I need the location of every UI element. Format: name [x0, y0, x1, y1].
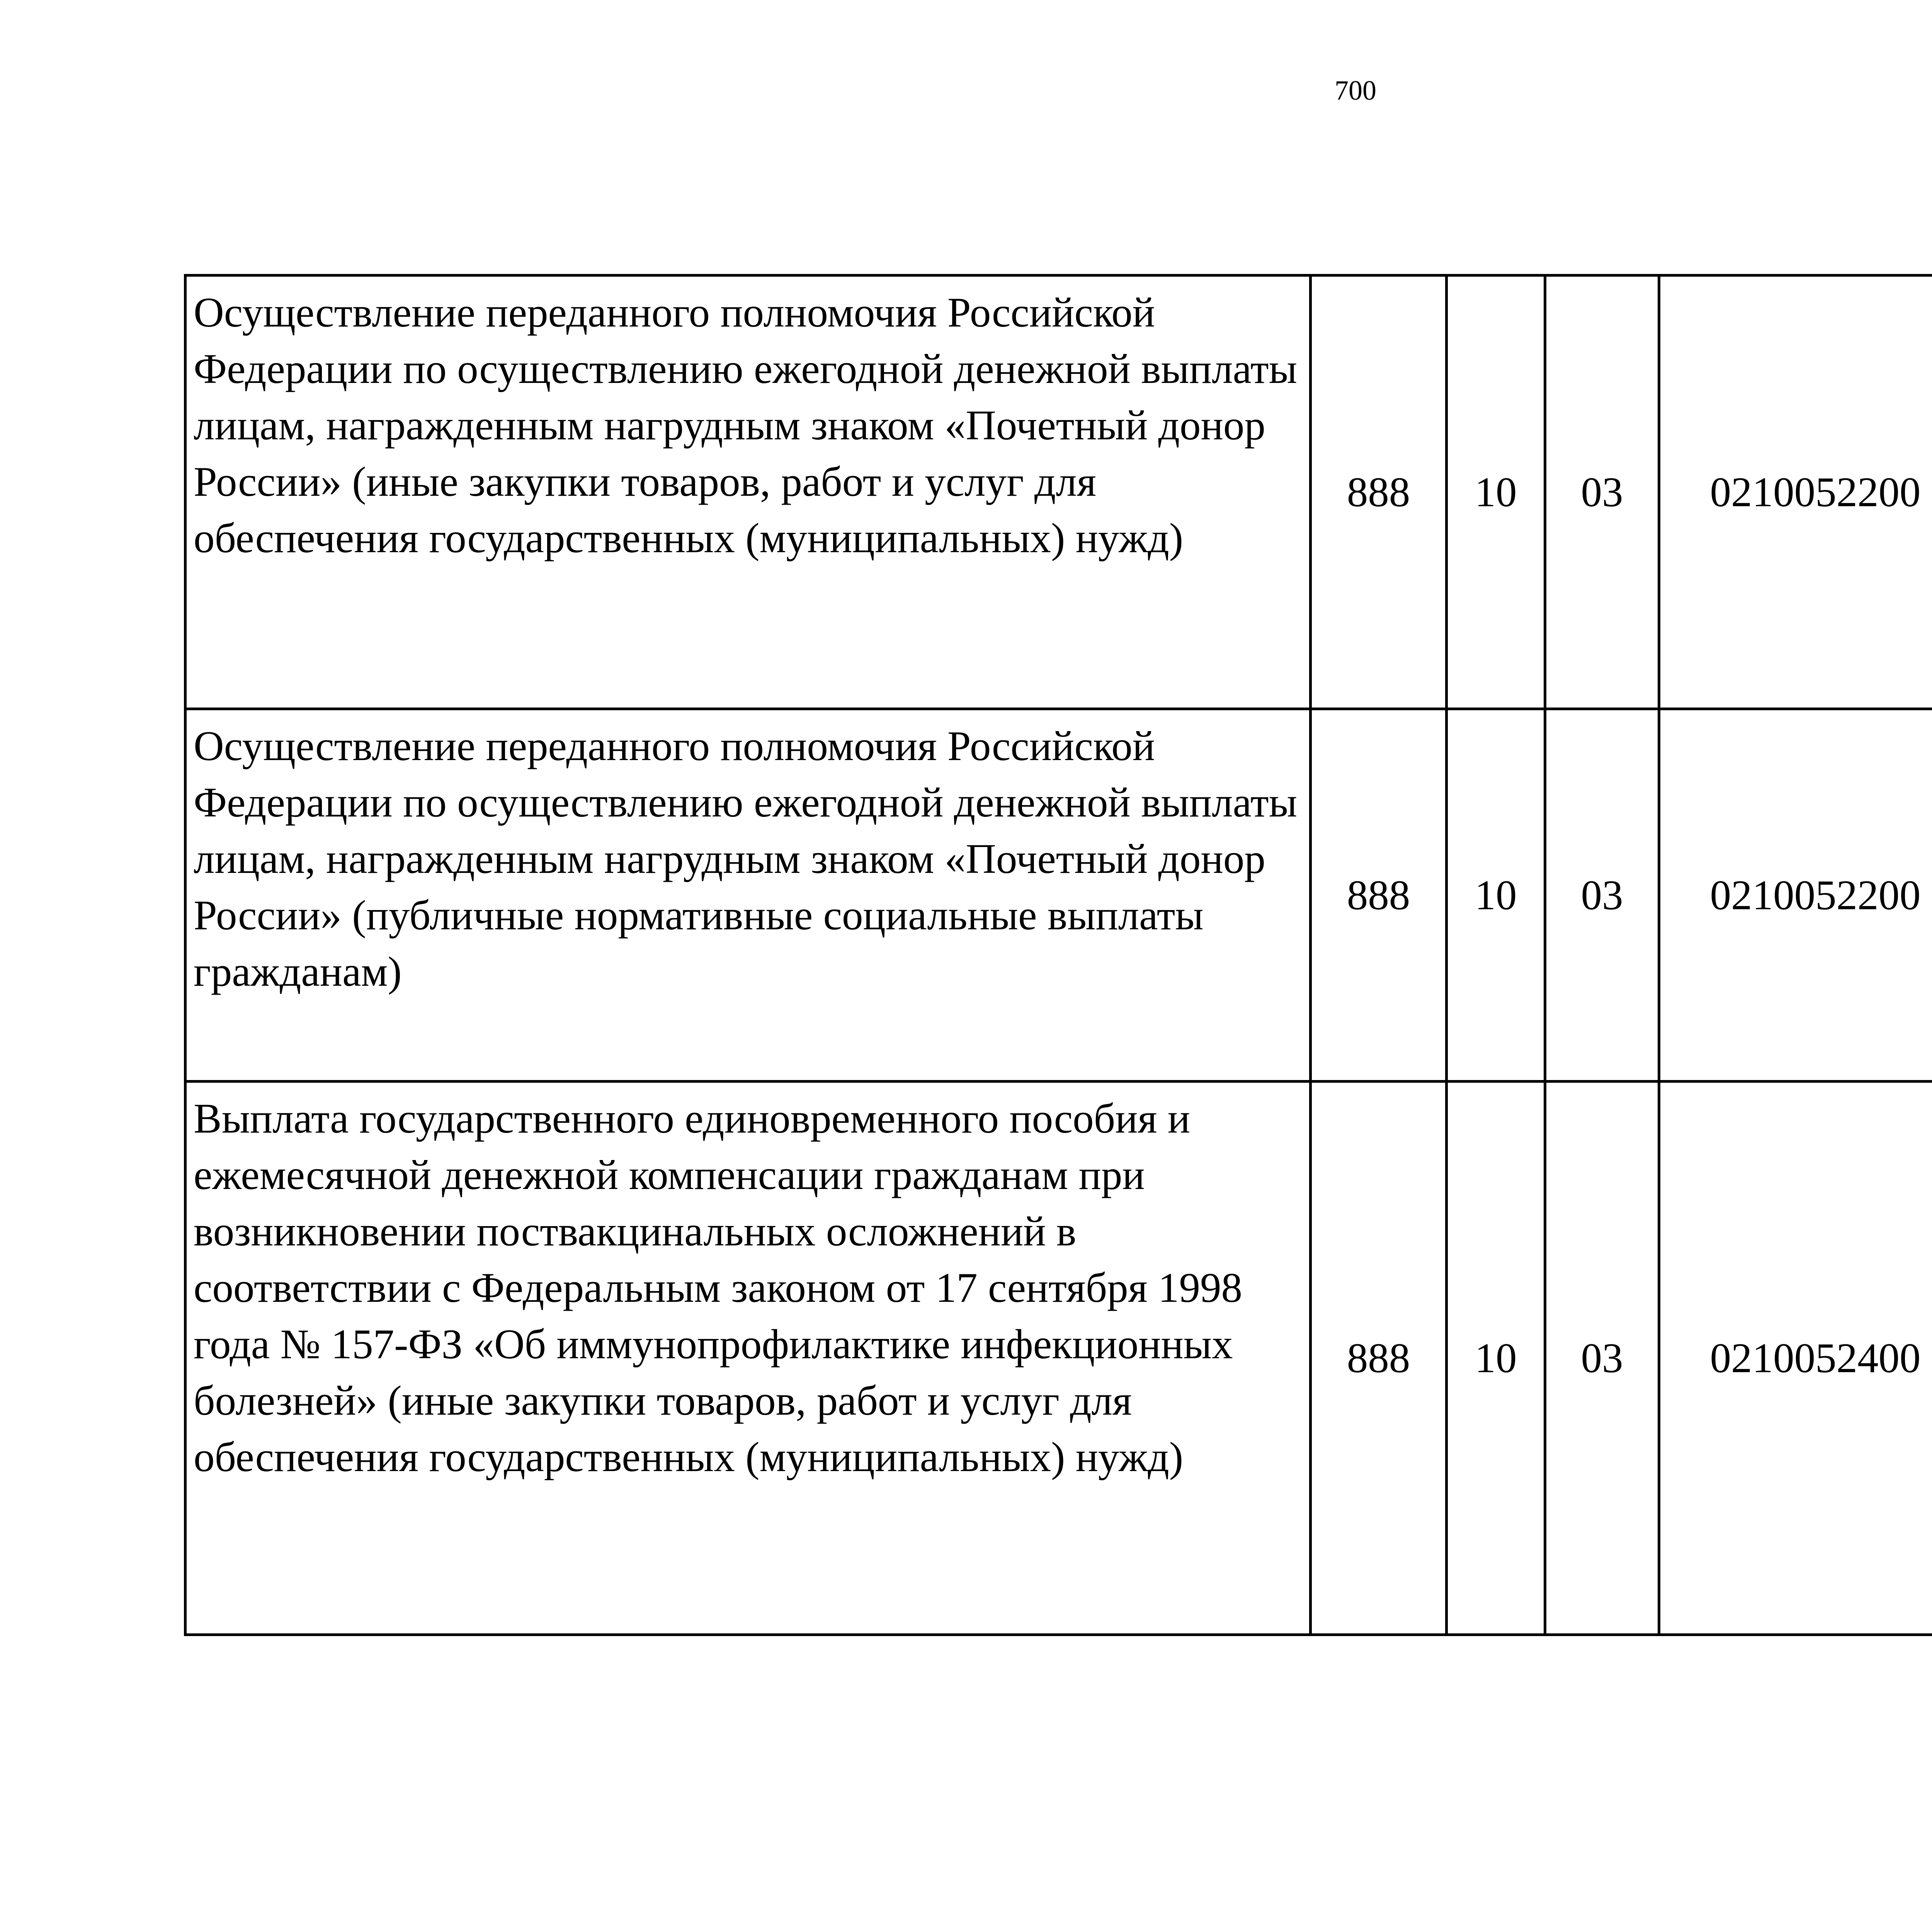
row-description: Осуществление переданного полномочия Российской Федерации по осуществлению ежегодной денежной выплаты лицам, награжденным нагрудным знаком «Почетный донор России» (иные закупки товаров, работ и услуг для обеспечения государственных (муниципальных) нужд) — [185, 276, 1311, 709]
section-code: 10 — [1447, 709, 1545, 1082]
target-article-code: 0210052200 — [1659, 709, 1932, 1082]
table-row — [185, 276, 1932, 709]
ministry-code: 888 — [1311, 276, 1447, 709]
target-article-code: 0210052400 — [1659, 1082, 1932, 1635]
budget-table — [184, 274, 1932, 1636]
section-code: 10 — [1447, 276, 1545, 709]
ministry-code: 888 — [1311, 1082, 1447, 1635]
ministry-code: 888 — [1311, 709, 1447, 1082]
row-description: Выплата государственного единовременного пособия и ежемесячной денежной компенсации гражданам при возникновении поствакцинальных осложнений в соответствии с Федеральным законом от 17 сентября 1998 года № 157-ФЗ «Об иммунопрофилактике инфекционных болезней» (иные закупки товаров, работ и услуг для обеспечения государственных (муниципальных) нужд) — [185, 1082, 1311, 1635]
table-row — [185, 709, 1932, 1082]
table-row — [185, 1082, 1932, 1635]
subsection-code: 03 — [1545, 1082, 1659, 1635]
section-code: 10 — [1447, 1082, 1545, 1635]
target-article-code: 0210052200 — [1659, 276, 1932, 709]
page-number: 700 — [1335, 75, 1376, 106]
row-description: Осуществление переданного полномочия Российской Федерации по осуществлению ежегодной денежной выплаты лицам, награжденным нагрудным знаком «Почетный донор России» (публичные нормативные социальные выплаты гражданам) — [185, 709, 1311, 1082]
subsection-code: 03 — [1545, 276, 1659, 709]
subsection-code: 03 — [1545, 709, 1659, 1082]
